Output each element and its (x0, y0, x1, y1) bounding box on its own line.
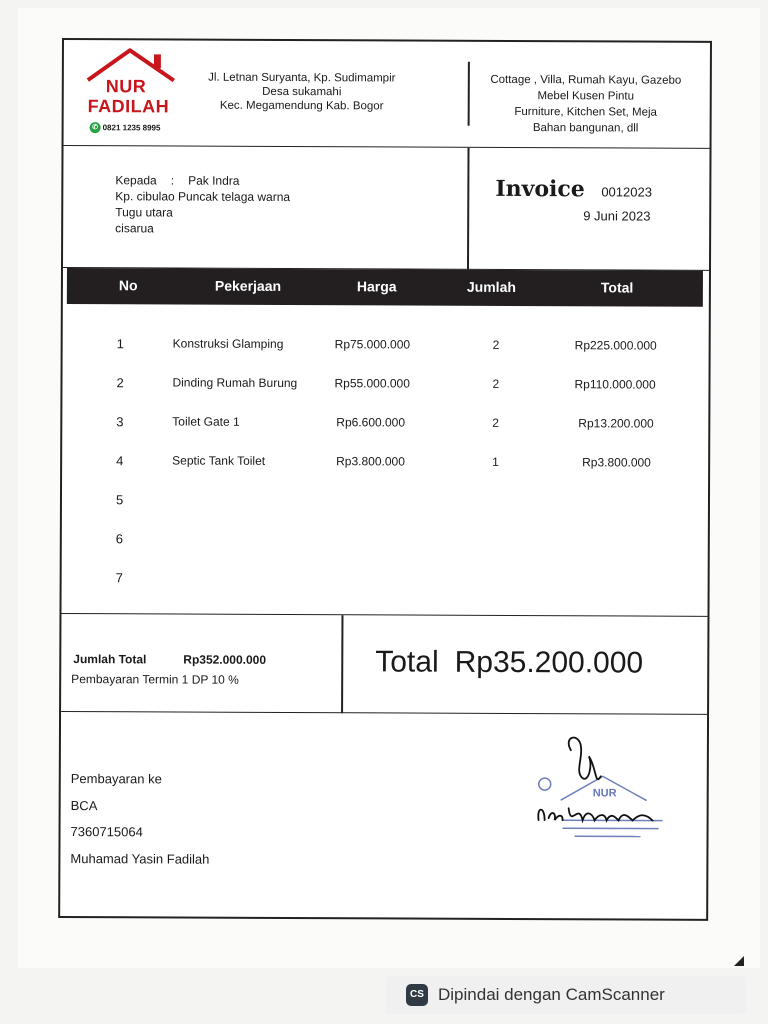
cell-pekerjaan: Dinding Rumah Burung (172, 375, 298, 391)
address-line: Kec. Megamendung Kab. Bogor (219, 99, 384, 113)
payment-holder: Muhamad Yasin Fadilah (70, 850, 210, 867)
info-divider (467, 148, 469, 270)
company-services (476, 72, 696, 137)
company-stamp (522, 728, 683, 849)
cell-no: 1 (116, 336, 124, 352)
recipient-label: Kepada (115, 173, 157, 188)
cell-no: 5 (115, 492, 124, 508)
totals-section (61, 614, 707, 715)
table-row (62, 488, 708, 515)
invoice-number: 0012023 (601, 184, 652, 200)
recipient-name: Pak Indra (188, 173, 240, 188)
stamp-signature-icon (522, 728, 683, 849)
services-line: Cottage , Villa, Rumah Kayu, Gazebo (490, 73, 682, 87)
cell-no: 2 (116, 375, 124, 391)
cell-jumlah: 2 (492, 376, 500, 391)
table-row (62, 527, 708, 554)
column-header-total: Total (600, 279, 634, 296)
payment-account: 7360715064 (70, 824, 143, 840)
phone-number: 0821 1235 8995 (102, 123, 161, 133)
address-line: Desa sukamahi (262, 85, 342, 99)
cell-harga: Rp3.800.000 (336, 454, 405, 469)
recipient-address-line: Kp. cibulao Puncak telaga warna (115, 189, 291, 204)
logo-text-nur: NUR (105, 76, 147, 97)
column-header-harga: Harga (356, 278, 397, 295)
company-address (202, 71, 402, 114)
grand-total-label: Total (375, 645, 439, 679)
address-line: Jl. Letnan Suryanta, Kp. Sudimampir (208, 71, 396, 85)
cell-jumlah: 2 (492, 415, 500, 430)
camscanner-logo-icon: CS (406, 984, 428, 1006)
table-header (67, 268, 703, 307)
recipient-address-line: cisarua (115, 221, 154, 236)
payment-term: Pembayaran Termin 1 DP 10 % (71, 672, 239, 687)
cell-total: Rp13.200.000 (578, 416, 654, 431)
recipient-separator: : (170, 173, 175, 188)
column-header-jumlah: Jumlah (466, 278, 516, 295)
recipient-block (115, 172, 290, 237)
recipient-row (115, 172, 290, 189)
invoice-date: 9 Juni 2023 (583, 208, 651, 224)
recipient-address-line: Tugu utara (115, 205, 173, 220)
table-row (62, 566, 708, 593)
cell-jumlah: 1 (492, 454, 499, 469)
cell-total: Rp3.800.000 (582, 455, 651, 470)
column-header-pekerjaan: Pekerjaan (214, 277, 282, 294)
grand-total-value: Rp35.200.000 (454, 645, 644, 680)
jumlah-total-value: Rp352.000.000 (183, 652, 267, 667)
cell-harga: Rp75.000.000 (334, 337, 411, 352)
payment-bank: BCA (70, 797, 98, 813)
invoice-header (64, 40, 710, 149)
cell-no: 3 (116, 414, 124, 430)
table-row (62, 449, 708, 476)
cell-pekerjaan: Toilet Gate 1 (172, 414, 240, 429)
cell-total: Rp110.000.000 (574, 377, 656, 392)
totals-divider (341, 615, 343, 713)
invoice-title: Invoice (495, 175, 585, 203)
corner-mark-icon (730, 950, 748, 968)
grand-total (375, 645, 643, 680)
table-body (61, 304, 708, 617)
invoice-document (58, 38, 712, 921)
services-line: Furniture, Kitchen Set, Meja (514, 105, 657, 119)
cell-pekerjaan: Septic Tank Toilet (172, 453, 266, 468)
jumlah-total-label: Jumlah Total (73, 652, 147, 667)
payment-line: Pembayaran ke (70, 771, 162, 787)
phone-contact (90, 122, 161, 133)
company-logo (82, 46, 192, 138)
cell-harga: Rp55.000.000 (334, 376, 410, 391)
cell-pekerjaan: Konstruksi Glamping (172, 336, 284, 351)
table-row (62, 371, 708, 398)
svg-text:NUR: NUR (592, 787, 617, 800)
whatsapp-icon: ✆ (90, 122, 101, 133)
cell-no: 4 (116, 453, 124, 469)
payment-details (70, 766, 209, 873)
camscanner-watermark (386, 976, 746, 1014)
cell-no: 6 (115, 531, 124, 547)
cell-harga: Rp6.600.000 (336, 415, 406, 430)
cell-no: 7 (115, 570, 123, 586)
camscanner-text: Dipindai dengan CamScanner (438, 985, 665, 1004)
table-row (63, 332, 709, 359)
services-line: Mebel Kusen Pintu (537, 90, 635, 103)
invoice-info (63, 146, 710, 271)
cell-total: Rp225.000.000 (574, 338, 657, 353)
cell-jumlah: 2 (492, 337, 500, 352)
services-line: Bahan bangunan, dll (532, 122, 639, 135)
header-divider (468, 62, 470, 126)
column-header-no: No (118, 277, 138, 294)
table-row (62, 410, 708, 437)
logo-text-fadilah: FADILAH (87, 96, 170, 117)
